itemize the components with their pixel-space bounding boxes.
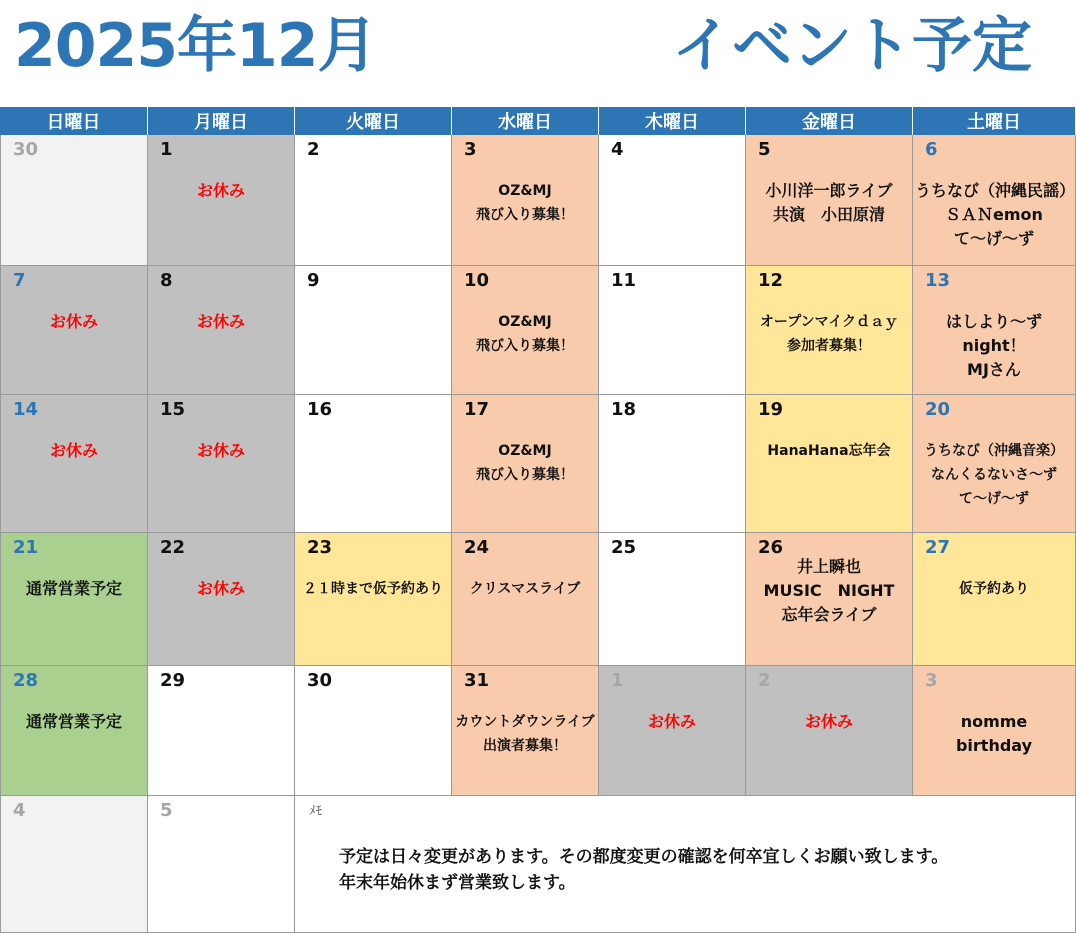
day-cell[interactable] [0, 135, 148, 266]
closed-label: お休み [49, 312, 98, 331]
weekday-thursday: 木曜日 [599, 107, 746, 135]
day-number: 3 [925, 670, 938, 691]
calendar-grid [0, 107, 1076, 933]
event-text: 井上瞬也 MUSIC NIGHT 忘年会ライブ [763, 557, 895, 624]
day-number: 8 [160, 270, 173, 291]
day-cell[interactable] [295, 666, 452, 796]
day-cell[interactable] [913, 666, 1076, 796]
day-number: 2 [758, 670, 771, 691]
closed-label: お休み [196, 181, 245, 200]
day-number: 12 [758, 270, 784, 291]
event-text: 小川洋一郎ライブ 共演 小田原清 [765, 181, 893, 224]
day-cell[interactable] [148, 395, 295, 533]
closed-label: お休み [196, 312, 245, 331]
closed-label: お休み [49, 441, 98, 460]
event-text: クリスマスライブ [469, 581, 581, 597]
event-text: 通常営業予定 [25, 712, 122, 731]
day-cell[interactable] [295, 266, 452, 395]
day-cell[interactable] [599, 533, 746, 666]
closed-label: お休み [804, 712, 853, 731]
weekday-sunday: 日曜日 [0, 107, 148, 135]
day-cell[interactable] [599, 135, 746, 266]
day-number: 19 [758, 399, 784, 420]
day-number: 24 [464, 537, 490, 558]
day-cell[interactable] [295, 533, 452, 666]
event-text: うちなび（沖縄音楽） なんくるないさ～ず て～げ～ず [924, 443, 1064, 507]
day-cell[interactable] [0, 533, 148, 666]
day-number: 2 [307, 139, 320, 160]
day-number: 1 [611, 670, 624, 691]
day-cell[interactable] [148, 135, 295, 266]
day-cell[interactable] [599, 666, 746, 796]
day-number: 11 [611, 270, 637, 291]
day-number: 26 [758, 537, 784, 558]
day-cell[interactable] [452, 533, 599, 666]
day-cell[interactable] [148, 266, 295, 395]
event-text: 通常営業予定 [25, 579, 122, 598]
day-cell[interactable] [913, 135, 1076, 266]
day-cell[interactable] [452, 135, 599, 266]
day-cell[interactable] [599, 266, 746, 395]
event-text: OZ&MJ 飛び入り募集！ [476, 443, 574, 483]
day-cell[interactable] [599, 395, 746, 533]
day-number: 25 [611, 537, 637, 558]
day-cell[interactable] [746, 266, 913, 395]
day-cell[interactable] [148, 533, 295, 666]
day-number: 7 [13, 270, 26, 291]
weekday-friday: 金曜日 [746, 107, 913, 135]
day-number: 14 [13, 399, 39, 420]
memo-line: 年末年始休まず営業致します。 [339, 873, 576, 893]
day-number: 16 [307, 399, 333, 420]
day-number: 17 [464, 399, 490, 420]
day-cell[interactable] [746, 666, 913, 796]
day-number: 15 [160, 399, 186, 420]
memo-label: ﾒﾓ [309, 804, 322, 819]
day-number: 6 [925, 139, 938, 160]
day-number: 9 [307, 270, 320, 291]
day-number: 31 [464, 670, 490, 691]
day-cell[interactable] [913, 266, 1076, 395]
closed-label: お休み [196, 579, 245, 598]
day-number: 5 [758, 139, 771, 160]
event-text: ２１時まで仮予約あり [303, 581, 443, 597]
day-number: 30 [307, 670, 333, 691]
weekday-wednesday: 水曜日 [452, 107, 599, 135]
day-number: 3 [464, 139, 477, 160]
day-cell[interactable] [746, 135, 913, 266]
day-cell[interactable] [0, 796, 148, 933]
event-text: HanaHana忘年会 [767, 443, 891, 459]
event-schedule-title: イベント予定 [672, 11, 1032, 81]
day-number: 20 [925, 399, 951, 420]
day-number: 22 [160, 537, 186, 558]
day-number: 23 [307, 537, 333, 558]
event-text: 仮予約あり [959, 581, 1029, 597]
day-cell[interactable] [295, 395, 452, 533]
event-text: はしより～ずnight！ MJさん [945, 312, 1042, 379]
day-number: 29 [160, 670, 186, 691]
day-cell[interactable] [746, 533, 913, 666]
event-text: カウントダウンライブ 出演者募集！ [455, 714, 595, 754]
weekday-tuesday: 火曜日 [295, 107, 452, 135]
event-text: オープンマイクｄａｙ 参加者募集！ [759, 314, 899, 354]
memo-line: 予定は日々変更があります。その都度変更の確認を何卒宜しくお願い致します。 [339, 847, 949, 867]
closed-label: お休み [647, 712, 696, 731]
event-text: うちなび（沖縄民謡） ＳＡＮemon て～げ～ず [915, 181, 1076, 248]
day-cell[interactable] [452, 395, 599, 533]
memo-box[interactable] [295, 796, 1076, 933]
day-cell[interactable] [148, 666, 295, 796]
day-number: 1 [160, 139, 173, 160]
closed-label: お休み [196, 441, 245, 460]
day-cell[interactable] [913, 395, 1076, 533]
day-number: 28 [13, 670, 39, 691]
day-number: 10 [464, 270, 490, 291]
day-number: 18 [611, 399, 637, 420]
day-number: 27 [925, 537, 951, 558]
day-number: 13 [925, 270, 951, 291]
day-number: 21 [13, 537, 39, 558]
weekday-saturday: 土曜日 [913, 107, 1076, 135]
event-text: OZ&MJ 飛び入り募集！ [476, 183, 574, 223]
day-number: 4 [611, 139, 624, 160]
day-cell[interactable] [148, 796, 295, 933]
day-cell[interactable] [452, 266, 599, 395]
event-text: OZ&MJ 飛び入り募集！ [476, 314, 574, 354]
day-number: 30 [13, 139, 39, 160]
day-cell[interactable] [295, 135, 452, 266]
day-cell[interactable] [0, 666, 148, 796]
event-text: nomme birthday [955, 712, 1044, 755]
month-title: 2025年12月 [14, 11, 377, 81]
day-cell[interactable] [0, 266, 148, 395]
day-number: 5 [160, 800, 173, 821]
day-cell[interactable] [746, 395, 913, 533]
day-cell[interactable] [0, 395, 148, 533]
day-cell[interactable] [913, 533, 1076, 666]
weekday-monday: 月曜日 [148, 107, 295, 135]
day-number: 4 [13, 800, 26, 821]
day-cell[interactable] [452, 666, 599, 796]
memo-text [339, 844, 948, 896]
